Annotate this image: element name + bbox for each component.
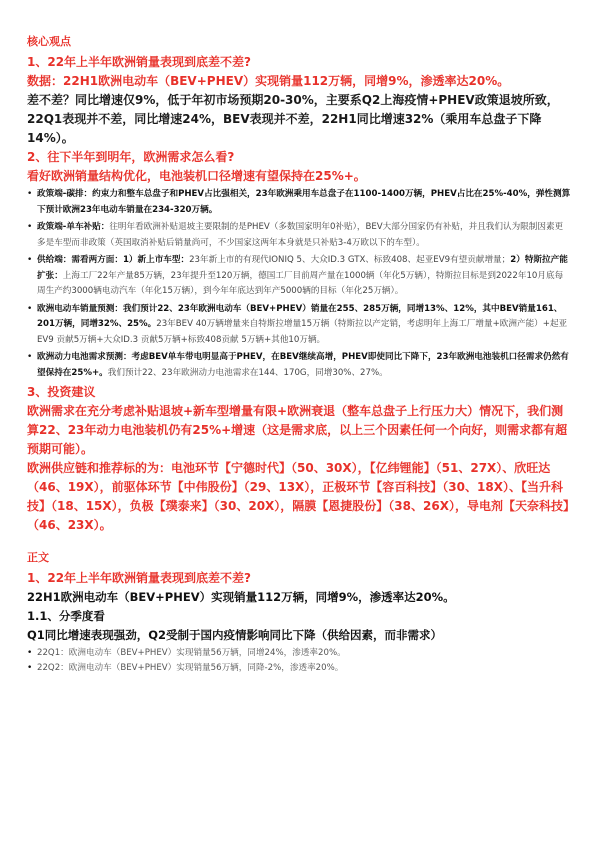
body-quarter-line: Q1同比增速表现强劲，Q2受制于国内疫情影响同比下降（供给因素，而非需求） [27,628,443,642]
body-subheading: 1.1、分季度看 [27,609,105,623]
core-heading-2: 2、往下半年到明年，欧洲需求怎么看? [27,150,235,164]
bullet-policy-carbon: • 政策端-碳排：约束力和整车总盘子和PHEV占比强相关，23年欧洲乘用车总盘子在1100-1400万辆，PHEV占比在25%-40%，弹性测算下预计欧洲23年电动车销量在234-320万辆。 [27,187,571,218]
list-item: • 22Q1：欧洲电动车（BEV+PHEV）实现销量56万辆，同增24%，渗透率20%。 [27,646,571,661]
bullet-supply: • 供给端：需看两方面：1）新上市车型：23年新上市的有现代IONIQ 5、大众ID.3 GTX、标致408、起亚EV9有望贡献增量；2）特斯拉产能扩张：上海工厂22年产量85万辆，23年提升至120万辆，德国工厂目前周产量在1000辆（年化5万辆），特斯拉目标是到2022年10月底每周生产约3000辆电动汽车（年化15万辆），到今年年底达到年产5000辆的目标（年化25万辆）。 [27,253,571,300]
invest-para-1: 欧洲需求在充分考虑补贴退坡+新车型增量有限+欧洲衰退（整车总盘子上行压力大）情况下，我们测算22、23年动力电池装机仍有25%+增速（这是需求底，以上三个因素任何一个向好，则需求都有超预期可能）。 [27,404,568,456]
core-data-line: 数据：22H1欧洲电动车（BEV+PHEV）实现销量112万辆，同增9%，渗透率达20%。 [27,74,510,88]
body-heading-1: 1、22年上半年欧洲销量表现到底差不差? [27,571,252,585]
bullet-policy-subsidy: • 政策端-单车补贴：往明年看欧洲补贴退坡主要限制的是PHEV（多数国家明年0补贴），BEV大部分国家仍有补贴，并且我们认为限制因素更多是车型而非政策（英国取消补贴后销量尚可，不少国家这两年本身就是只补贴3-4万欧以下的车型）。 [27,220,571,251]
core-red-line: 看好欧洲销量结构优化，电池装机口径增速有望保持在25%+。 [27,169,366,183]
list-item: • 22Q2：欧洲电动车（BEV+PHEV）实现销量56万辆，同降-2%，渗透率20%。 [27,661,571,676]
core-heading-1: 1、22年上半年欧洲销量表现到底差不差? [27,55,252,69]
spacer [27,535,571,549]
invest-para-2: 欧洲供应链和推荐标的为：电池环节【宁德时代】（50、30X），【亿纬锂能】（51、27X）、欣旺达（46、19X），前驱体环节【中伟股份】（29、13X），正极环节【容百科技】（30、18X）、【当升科技】（18、15X），负极【璞泰来】（30、20X），隔膜【恩捷股份】（38、26X），导电剂【天奈科技】（46、23X）。 [27,461,569,532]
quarter-list [27,646,571,676]
core-heading-3: 3、投资建议 [27,385,96,399]
bullet-battery-forecast: • 欧洲动力电池需求预测：考虑BEV单车带电明显高于PHEV，在BEV继续高增，PHEV即使同比下降下，23年欧洲电池装机口径需求仍然有望保持在25%+。我们预计22、23年欧洲动力电池需求在144、170G，同增30%、27%。 [27,350,571,381]
core-para-1: 差不差？同比增速仅9%，低于年初市场预期20-30%，主要系Q2上海疫情+PHEV政策退坡所致，22Q1表现并不差，同比增速24%，BEV表现并不差，22H1同比增速32%（乘用车总盘子下降14%）。 [27,93,559,145]
section-title-core: 核心观点 [27,35,71,48]
bullet-sales-forecast: • 欧洲电动车销量预测：我们预计22、23年欧洲电动车（BEV+PHEV）销量在255、285万辆，同增13%、12%，其中BEV销量161、201万辆，同增32%、25%。23年BEV 40万辆增量来自特斯拉增量15万辆（特斯拉以产定销，考虑明年上海工厂增量+欧洲产能）+起亚EV9 贡献5万辆+大众ID.3 贡献5万辆+标致408贡献 5万辆+其他10万辆。 [27,302,571,349]
core-bullets [27,187,571,381]
body-summary: 22H1欧洲电动车（BEV+PHEV）实现销量112万辆，同增9%，渗透率达20%。 [27,590,455,604]
section-title-body: 正文 [27,551,49,564]
